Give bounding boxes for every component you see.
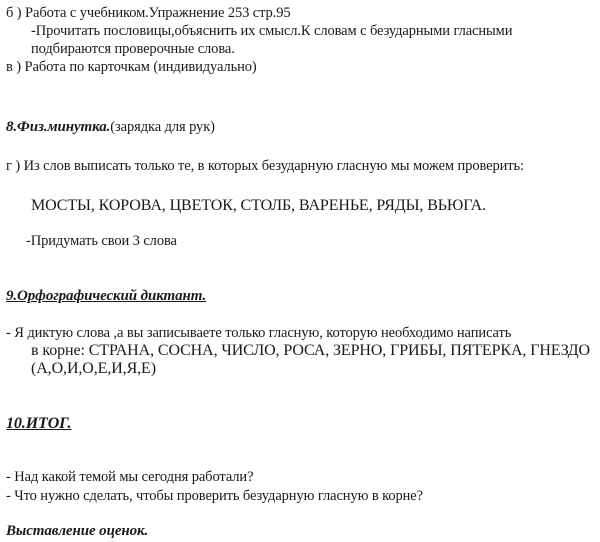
question-1: - Над какой темой мы сегодня работали?	[6, 469, 254, 485]
section-b-line-3: подбираются проверочные слова.	[31, 41, 235, 57]
itog-title: 10.ИТОГ.	[6, 415, 72, 432]
dictation-line-3: (А,О,И,О,Е,И,Я,Е)	[31, 360, 156, 377]
dictation-line-1: - Я диктую слова ,а вы записываете только гласную, которую необходимо написать	[6, 325, 512, 341]
itog-heading	[6, 415, 71, 433]
section-b-line-1: б ) Работа с учебником.Упражнение 253 стр.95	[6, 5, 291, 21]
fiz-minutka-note: (зарядка для рук)	[110, 119, 215, 135]
section-b-line-2: -Прочитать пословицы,объяснить их смысл.К словам с безударными гласными	[31, 23, 513, 39]
dictation-heading	[6, 287, 206, 305]
question-2: - Что нужно сделать, чтобы проверить безударную гласную в корне?	[6, 488, 423, 504]
section-g-line: г ) Из слов выписать только те, в которых безударную гласную мы можем проверить:	[6, 158, 524, 174]
fiz-minutka-title: 8.Физ.минутка.	[6, 119, 111, 135]
dictation-line-2: в корне: СТРАНА, СОСНА, ЧИСЛО, РОСА, ЗЕРНО, ГРИБЫ, ПЯТЕРКА, ГНЕЗДО	[31, 342, 590, 359]
fiz-minutka-heading	[6, 118, 215, 136]
dictation-title: 9.Орфографический диктант.	[6, 288, 207, 304]
invent-words-line: -Придумать свои 3 слова	[26, 233, 177, 249]
words-list: МОСТЫ, КОРОВА, ЦВЕТОК, СТОЛБ, ВАРЕНЬЕ, РЯДЫ, ВЬЮГА.	[31, 197, 486, 214]
grading-title: Выставление оценок.	[6, 523, 149, 539]
section-v-line: в ) Работа по карточкам (индивидуально)	[6, 59, 257, 75]
grading-heading	[6, 522, 148, 540]
